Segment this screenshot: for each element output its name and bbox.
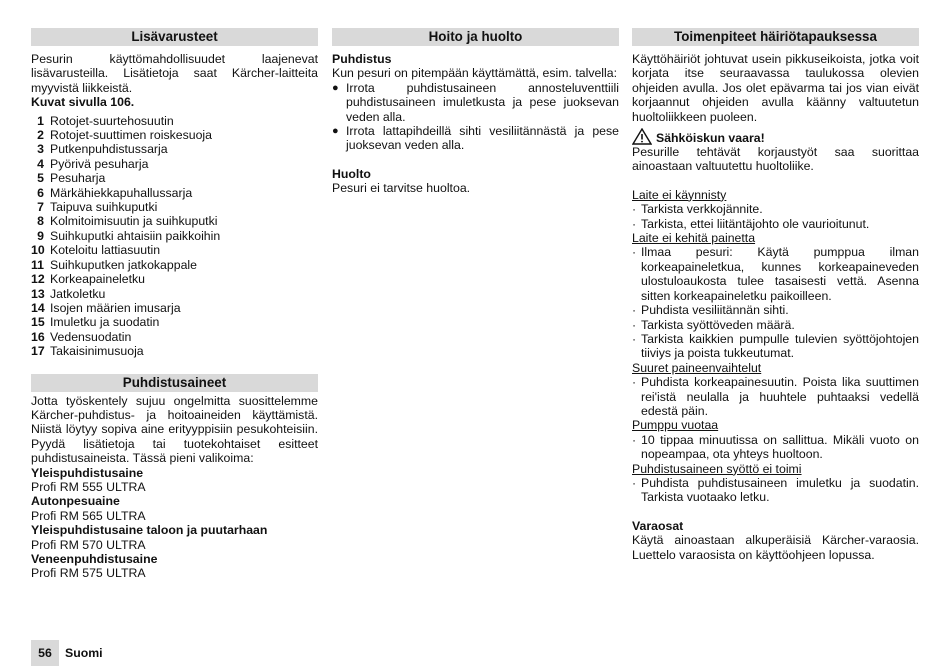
fault-action: · 10 tippaa minuutissa on sallittua. Mikäli vuoto on nopeampaa, ota yhteys huoltoon. [632,432,919,462]
section-heading-care: Hoito ja huolto [332,28,619,46]
dot-marker-icon: · [632,331,637,346]
troubleshooting-intro: Käyttöhäiriöt johtuvat usein pikkuseikoista, jotka voit korjata itse seuraavassa taulukossa olevien ohjeiden avulla. Jos olet epävarma tai jos vian eivät korjaannut ohjeiden avulla käänny valtuutetun huoltoliikkeen puoleen. [632,52,919,124]
list-item [31,258,318,272]
list-item [31,114,318,128]
item-number: 3 [37,142,44,157]
cleaning-title: Puhdistus [332,52,392,66]
warning-text: Pesurille tehtävät korjaustyöt saa suorittaa ainoastaan valtuutettu huoltoliike. [632,145,919,174]
fault-action: · Ilmaa pesuri: Käytä pumppua ilman korkeapaineletkua, kunnes korkeapaineveden ulostuloaukosta tulee tasaisesti vettä. Asenna sitten korkeapaineletku paikoilleen. [632,245,919,303]
spares-text: Käytä ainoastaan alkuperäisiä Kärcher-varaosia. Luettelo varaosista on käyttöohjeen lopussa. [632,533,919,562]
list-item: ● Irrota lattapihdeillä sihti vesiliitännästä ja pese juoksevan veden alla. [332,124,619,153]
fault-action: · Puhdista puhdistusaineen imuletku ja suodatin. Tarkista vuotaako letku. [632,475,919,505]
item-text: Märkähiekkapuhallussarja [50,185,193,200]
fault-title: Suuret paineenvaihtelut [632,360,762,375]
list-item [31,243,318,257]
list-item [31,301,318,315]
detergent-product: Profi RM 565 ULTRA [31,508,146,523]
fault-title: Puhdistusaineen syöttö ei toimi [632,461,802,476]
item-text: Pesuharja [50,171,106,186]
section-heading-accessories: Lisävarusteet [31,28,318,46]
item-text: Koteloitu lattiasuutin [50,243,161,258]
item-number: 2 [37,128,44,143]
fault-action: · Puhdista vesiliitännän sihti. [632,303,789,318]
item-number: 6 [37,185,44,200]
item-text: Vedensuodatin [50,329,132,344]
detergent-list [31,466,318,581]
item-number: 10 [31,243,45,258]
dot-marker-icon: · [632,375,637,390]
dot-marker-icon: · [632,245,637,260]
item-number: 13 [31,286,45,301]
detergent-product: Profi RM 575 ULTRA [31,566,146,581]
page-footer [31,640,103,666]
fault-list [632,188,919,505]
list-item [31,186,318,200]
list-item [31,315,318,329]
item-number: 1 [37,113,44,128]
fault-action: · Tarkista, ettei liitäntäjohto ole vaurioitunut. [632,216,870,231]
list-item [31,200,318,214]
item-text: Rotojet-suurtehosuutin [50,113,174,128]
item-number: 14 [31,300,45,315]
item-number: 16 [31,329,45,344]
fault-title: Laite ei käynnisty [632,187,727,202]
detergent-product: Profi RM 570 ULTRA [31,537,146,552]
accessories-list [31,114,318,359]
item-number: 4 [37,156,44,171]
spares-title: Varaosat [632,518,684,533]
dot-marker-icon: · [632,432,637,447]
fault-action: · Puhdista korkeapainesuutin. Poista lika suuttimen rei'istä neulalla ja huuhtele puhtaaksi vedellä edestä päin. [632,375,919,418]
pictures-note: Kuvat sivulla 106. [31,95,135,110]
item-number: 15 [31,315,45,330]
language-label: Suomi [65,645,103,660]
column-middle [332,28,619,196]
maintenance-text: Pesuri ei tarvitse huoltoa. [332,181,471,196]
item-number: 17 [31,344,45,359]
list-item [31,171,318,185]
cleaning-bullets [332,81,619,153]
item-text: Pyörivä pesuharja [50,156,149,171]
item-text: Taipuva suihkuputki [50,200,158,215]
item-number: 8 [37,214,44,229]
list-item [31,344,318,358]
list-item [31,142,318,156]
column-right [632,28,919,562]
item-text: Korkeapaineletku [50,272,146,287]
dot-marker-icon: · [632,475,637,490]
detergent-name: Veneenpuhdistusaine [31,552,158,566]
item-text: Rotojet-suuttimen roiskesuoja [50,128,212,143]
item-text: Suihkuputken jatkokappale [50,257,197,272]
list-item [31,287,318,301]
list-item [31,272,318,286]
cleaning-intro: Kun pesuri on pitempään käyttämättä, esim. talvella: [332,66,618,81]
detergent-product: Profi RM 555 ULTRA [31,479,146,494]
item-text: Takaisinimusuoja [50,344,144,359]
list-item [31,330,318,344]
warning-heading: Sähköiskun vaara! [632,128,919,145]
list-item [31,157,318,171]
item-text: Isojen määrien imusarja [50,300,181,315]
list-item [31,214,318,228]
detergent-name: Yleispuhdistusaine [31,465,144,480]
item-number: 11 [31,257,44,272]
warning-triangle-icon [632,128,652,145]
item-text: Putkenpuhdistussarja [50,142,168,157]
fault-action: · Tarkista kaikkien pumpulle tulevien syöttöjohtojen tiiviys ja poista tukkeutumat. [632,331,919,361]
item-text: Kolmitoimisuutin ja suihkuputki [50,214,218,229]
column-left [31,28,318,581]
item-text: Jatkoletku [50,286,106,301]
page-number: 56 [31,640,59,666]
item-number: 9 [37,228,44,243]
dot-marker-icon: · [632,303,637,318]
detergents-intro: Jotta työskentely sujuu ongelmitta suosittelemme Kärcher-puhdistus- ja hoitoaineiden käyttämistä. Niistä löytyy sopiva aine erityyppisiin pesukohteisiin. Pyydä lisätietoja tai tuotekohtaiset esitteet puhdistusaineista. Tässä pieni valikoima: [31,393,318,466]
item-number: 7 [37,200,44,215]
item-number: 12 [31,272,45,287]
fault-action: · Tarkista syöttöveden määrä. [632,317,795,332]
detergent-name: Autonpesuaine [31,494,120,509]
bullet-icon: ● [332,81,339,94]
list-item: ● Irrota puhdistusaineen annosteluventtiili puhdistusaineen imuletkusta ja pese juoksevan veden alla. [332,80,619,124]
section-heading-troubleshooting: Toimenpiteet häiriötapauksessa [632,28,919,46]
dot-marker-icon: · [632,202,637,217]
dot-marker-icon: · [632,317,637,332]
section-heading-detergents: Puhdistusaineet [31,374,318,392]
fault-title: Laite ei kehitä painetta [632,231,756,246]
fault-title: Pumppu vuotaa [632,418,719,433]
item-text: Imuletku ja suodatin [50,315,160,330]
bullet-icon: ● [332,125,339,138]
maintenance-title: Huolto [332,166,371,181]
detergent-name: Yleispuhdistusaine taloon ja puutarhaan [31,523,268,538]
list-item [31,229,318,243]
fault-action: · Tarkista verkkojännite. [632,202,763,217]
list-item [31,128,318,142]
item-text: Suihkuputki ahtaisiin paikkoihin [50,228,221,243]
accessories-intro: Pesurin käyttömahdollisuudet laajenevat lisävarusteilla. Lisätietoja saat Kärcher-laitteita myyvistä liikkeistä. [31,52,318,95]
dot-marker-icon: · [632,216,637,231]
item-number: 5 [37,171,44,186]
